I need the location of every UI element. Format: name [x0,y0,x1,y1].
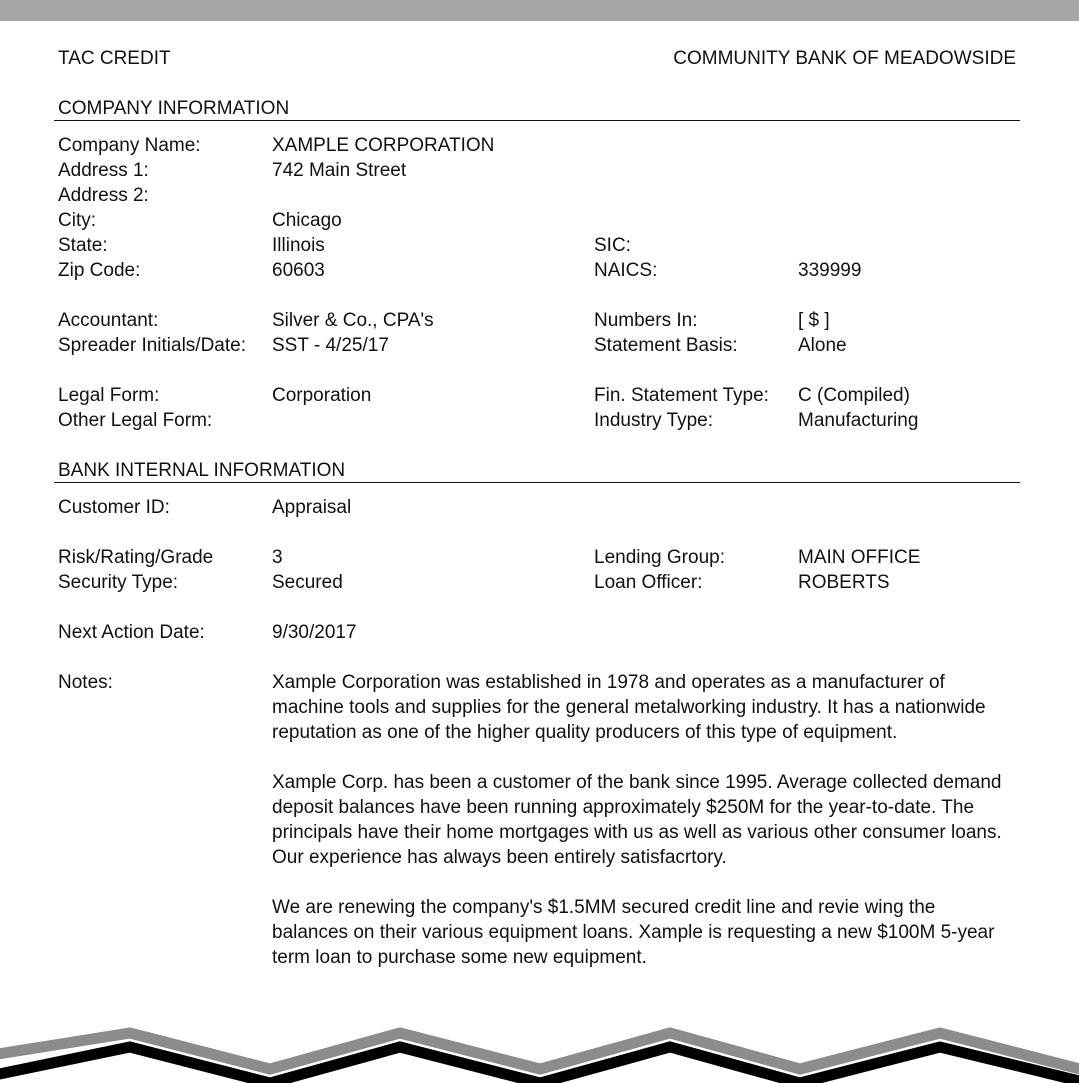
security-type-label: Security Type: [58,572,179,593]
header-left-title: TAC CREDIT [58,48,171,69]
spreader-value: SST - 4/25/17 [272,335,389,356]
loan-officer-value: ROBERTS [798,572,890,593]
industry-type-value: Manufacturing [798,410,919,431]
company-section-rule [54,120,1020,121]
lending-group-label: Lending Group: [594,547,725,568]
lending-group-value: MAIN OFFICE [798,547,921,568]
notes-paragraph: Xample Corp. has been a customer of the bank since 1995. Average collected demand deposit balances have been running approximately $250M for the year-to-date. The principals have their home mortgages with us as well as various other consumer loans. Our experience has always been entirely satisfacrtory. [272,772,1002,868]
company-name-label: Company Name: [58,135,201,156]
bank-section-rule [54,482,1020,483]
next-action-date-label: Next Action Date: [58,622,205,643]
spreader-label: Spreader Initials/Date: [58,335,246,356]
accountant-label: Accountant: [58,310,159,331]
numbers-in-label: Numbers In: [594,310,698,331]
zip-value: 60603 [272,260,325,281]
address1-label: Address 1: [58,160,149,181]
risk-rating-value: 3 [272,547,283,568]
header-bank-name: COMMUNITY BANK OF MEADOWSIDE [673,48,1016,69]
zigzag-footer-decoration [0,1020,1079,1083]
next-action-date-value: 9/30/2017 [272,622,357,643]
city-label: City: [58,210,96,231]
sic-label: SIC: [594,235,631,256]
notes-body [272,670,1012,995]
customer-id-label: Customer ID: [58,497,170,518]
legal-form-value: Corporation [272,385,372,406]
fin-statement-type-label: Fin. Statement Type: [594,385,769,406]
company-section-title: COMPANY INFORMATION [58,98,290,119]
accountant-value: Silver & Co., CPA's [272,310,434,331]
customer-id-value: Appraisal [272,497,352,518]
naics-label: NAICS: [594,260,658,281]
notes-paragraph: We are renewing the company's $1.5MM secured credit line and revie wing the balances on their various equipment loans. Xample is requesting a new $100M 5-year term loan to purchase some new equipment. [272,897,995,968]
industry-type-label: Industry Type: [594,410,713,431]
city-value: Chicago [272,210,342,231]
zip-label: Zip Code: [58,260,141,281]
other-legal-form-label: Other Legal Form: [58,410,213,431]
top-bar [0,0,1079,21]
statement-basis-value: Alone [798,335,847,356]
legal-form-label: Legal Form: [58,385,160,406]
company-name-value: XAMPLE CORPORATION [272,135,495,156]
address1-value: 742 Main Street [272,160,407,181]
state-value: Illinois [272,235,325,256]
loan-officer-label: Loan Officer: [594,572,703,593]
naics-value: 339999 [798,260,862,281]
state-label: State: [58,235,108,256]
statement-basis-label: Statement Basis: [594,335,738,356]
bank-section-title: BANK INTERNAL INFORMATION [58,460,346,481]
address2-label: Address 2: [58,185,149,206]
fin-statement-type-value: C (Compiled) [798,385,910,406]
risk-rating-label: Risk/Rating/Grade [58,547,214,568]
notes-label: Notes: [58,672,113,693]
security-type-value: Secured [272,572,343,593]
notes-paragraph: Xample Corporation was established in 1978 and operates as a manufacturer of machine tools and supplies for the general metalworking industry. It has a nationwide reputation as one of the higher quality producers of this type of equipment. [272,672,986,743]
numbers-in-value: [ $ ] [798,310,830,331]
